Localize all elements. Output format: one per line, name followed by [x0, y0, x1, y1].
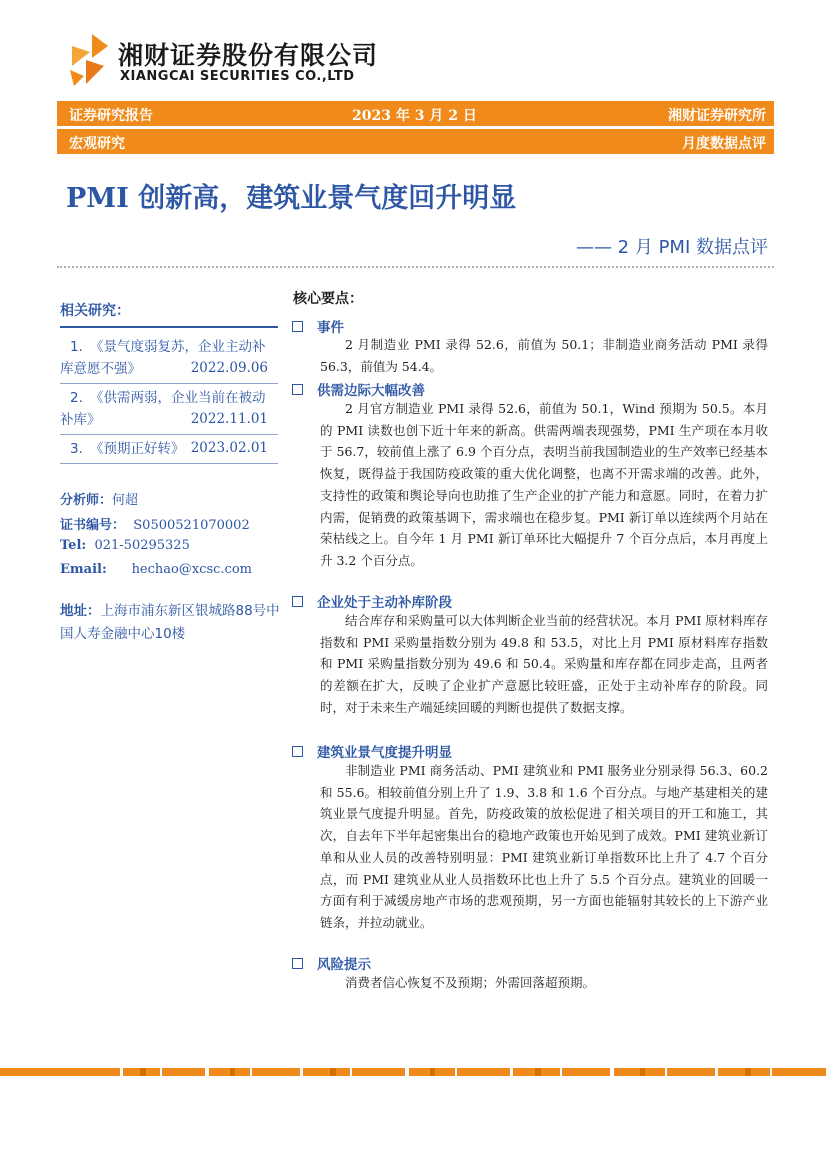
footer-stripe	[0, 1068, 826, 1076]
section-body: 2 月制造业 PMI 录得 52.6，前值为 50.1；非制造业商务活动 PMI 录得 56.3，前值为 54.4。	[320, 337, 768, 374]
analyst-row	[60, 489, 138, 508]
related-research-title: 《景气度弱复苏，企业主动补库意愿不强》	[60, 339, 266, 377]
analyst-name: 何超	[112, 493, 139, 508]
checkbox-bullet-icon	[292, 746, 303, 757]
address-label: 地址：	[60, 603, 101, 619]
section-body: 2 月官方制造业 PMI 录得 52.6，前值为 50.1，Wind 预期为 50.5。本月的 PMI 读数也创下近十年来的新高。供需两端表现强势，PMI 生产项在本月收于 56.7，较前值上涨了 6.9 个百分点，表明当前我国制造业的生产效率已经基本恢复，既得益于我国防疫政策的重大优化调整，也离不开需求端的改善。此外，支持性的政策和舆论导向也助推了生产企业的扩产能力和意愿。同时，在着力扩内需，促销费的政策基调下，需求端也在稳步复。PMI 新订单以连续两个月站在荣枯线之上。自今年 1 月 PMI 新订单环比大幅提升 7 个百分点后，本月再度上升 3.2 个百分点。	[320, 401, 768, 568]
section-body: 结合库存和采购量可以大体判断企业当前的经营状况。本月 PMI 原材料库存指数和 PMI 采购量指数分别为 49.8 和 53.5，对比上月 PMI 原材料库存指数和 PMI 采购量指数分别为 49.6 和 50.4。采购量和库存都在同步走高，且两者的差额在扩大，反映了企业扩产意愿比较旺盛，正处于主动补库存的阶段。同时，对于未来生产端延续回暖的判断也提供了数据支撑。	[320, 613, 768, 715]
address-text: 上海市浦东新区银城路88号中国人寿金融中心10楼	[60, 603, 280, 642]
related-research-title: 《供需两弱，企业当前在被动补库》	[60, 390, 266, 428]
section-heading: 供需边际大幅改善	[292, 379, 425, 399]
tel-row	[60, 538, 190, 553]
cert-number: S0500521070002	[133, 518, 250, 533]
cert-label: 证书编号：	[60, 518, 126, 533]
research-area: 宏观研究	[69, 136, 125, 152]
checkbox-bullet-icon	[292, 321, 303, 332]
report-date: 2023 年 3 月 2 日	[352, 108, 477, 124]
report-subtitle: —— 2 月 PMI 数据点评	[575, 237, 768, 258]
report-series: 月度数据点评	[682, 136, 766, 152]
report-title: PMI 创新高，建筑业景气度回升明显	[66, 183, 517, 214]
tel-label: Tel:	[60, 538, 87, 553]
email-address[interactable]: hechao@xcsc.com	[131, 562, 252, 577]
section-heading: 风险提示	[292, 953, 371, 973]
email-label: Email:	[60, 562, 107, 577]
report-category-band	[57, 129, 774, 154]
checkbox-bullet-icon	[292, 596, 303, 607]
section-heading: 建筑业景气度提升明显	[292, 741, 452, 761]
related-research-list	[60, 333, 278, 464]
related-research-date: 2022.09.06	[190, 360, 268, 376]
related-research-title: 《预期正好转》	[90, 441, 185, 457]
tel-number: 021-50295325	[94, 538, 190, 553]
checkbox-bullet-icon	[292, 384, 303, 395]
item-number: 1.	[70, 339, 83, 355]
company-name-cn: 湘财证券股份有限公司	[118, 41, 379, 70]
section-body: 非制造业 PMI 商务活动、PMI 建筑业和 PMI 服务业分别录得 56.3、60.2 和 55.6。相较前值分别上升了 1.9、3.8 和 1.6 个百分点。与地产基建相关的建筑业景气度提升明显。首先，防疫政策的放松促进了相关项目的开工和施工，其次，自去年下半年起密集出台的稳地产政策也开始见到了成效。PMI 建筑业新订单和从业人员的改善特别明显：PMI 建筑业新订单指数环比上升了 4.7 个百分点，而 PMI 建筑业从业人员指数环比也上升了 5.5 个百分点。建筑业的回暖一方面有利于减缓房地产市场的悲观预期，另一方面也能辐射其较长的上下游产业链条，并拉动就业。	[320, 763, 768, 930]
institute-name: 湘财证券研究所	[668, 108, 766, 124]
checkbox-bullet-icon	[292, 958, 303, 969]
company-logo-icon	[68, 32, 112, 88]
section-heading: 事件	[292, 316, 344, 336]
related-research-item[interactable]	[60, 435, 278, 464]
address-block	[60, 600, 285, 646]
related-research-item[interactable]	[60, 333, 278, 384]
item-number: 3.	[70, 441, 83, 457]
related-research-date: 2022.11.01	[190, 411, 268, 427]
related-research-item[interactable]	[60, 384, 278, 435]
analyst-label: 分析师：	[60, 493, 113, 508]
related-research-heading: 相关研究：	[60, 300, 278, 328]
section-heading: 企业处于主动补库阶段	[292, 591, 452, 611]
company-name-en: XIANGCAI SECURITIES CO.,LTD	[120, 69, 355, 84]
section-body: 消费者信心恢复不及预期；外需回落超预期。	[345, 975, 596, 990]
core-points-heading: 核心要点：	[293, 291, 363, 307]
cert-row	[60, 514, 250, 533]
related-research-date: 2023.02.01	[190, 440, 268, 456]
report-info-band	[57, 101, 774, 126]
report-type: 证券研究报告	[69, 108, 153, 124]
email-row	[60, 562, 252, 577]
divider	[57, 266, 774, 268]
item-number: 2.	[70, 390, 83, 406]
